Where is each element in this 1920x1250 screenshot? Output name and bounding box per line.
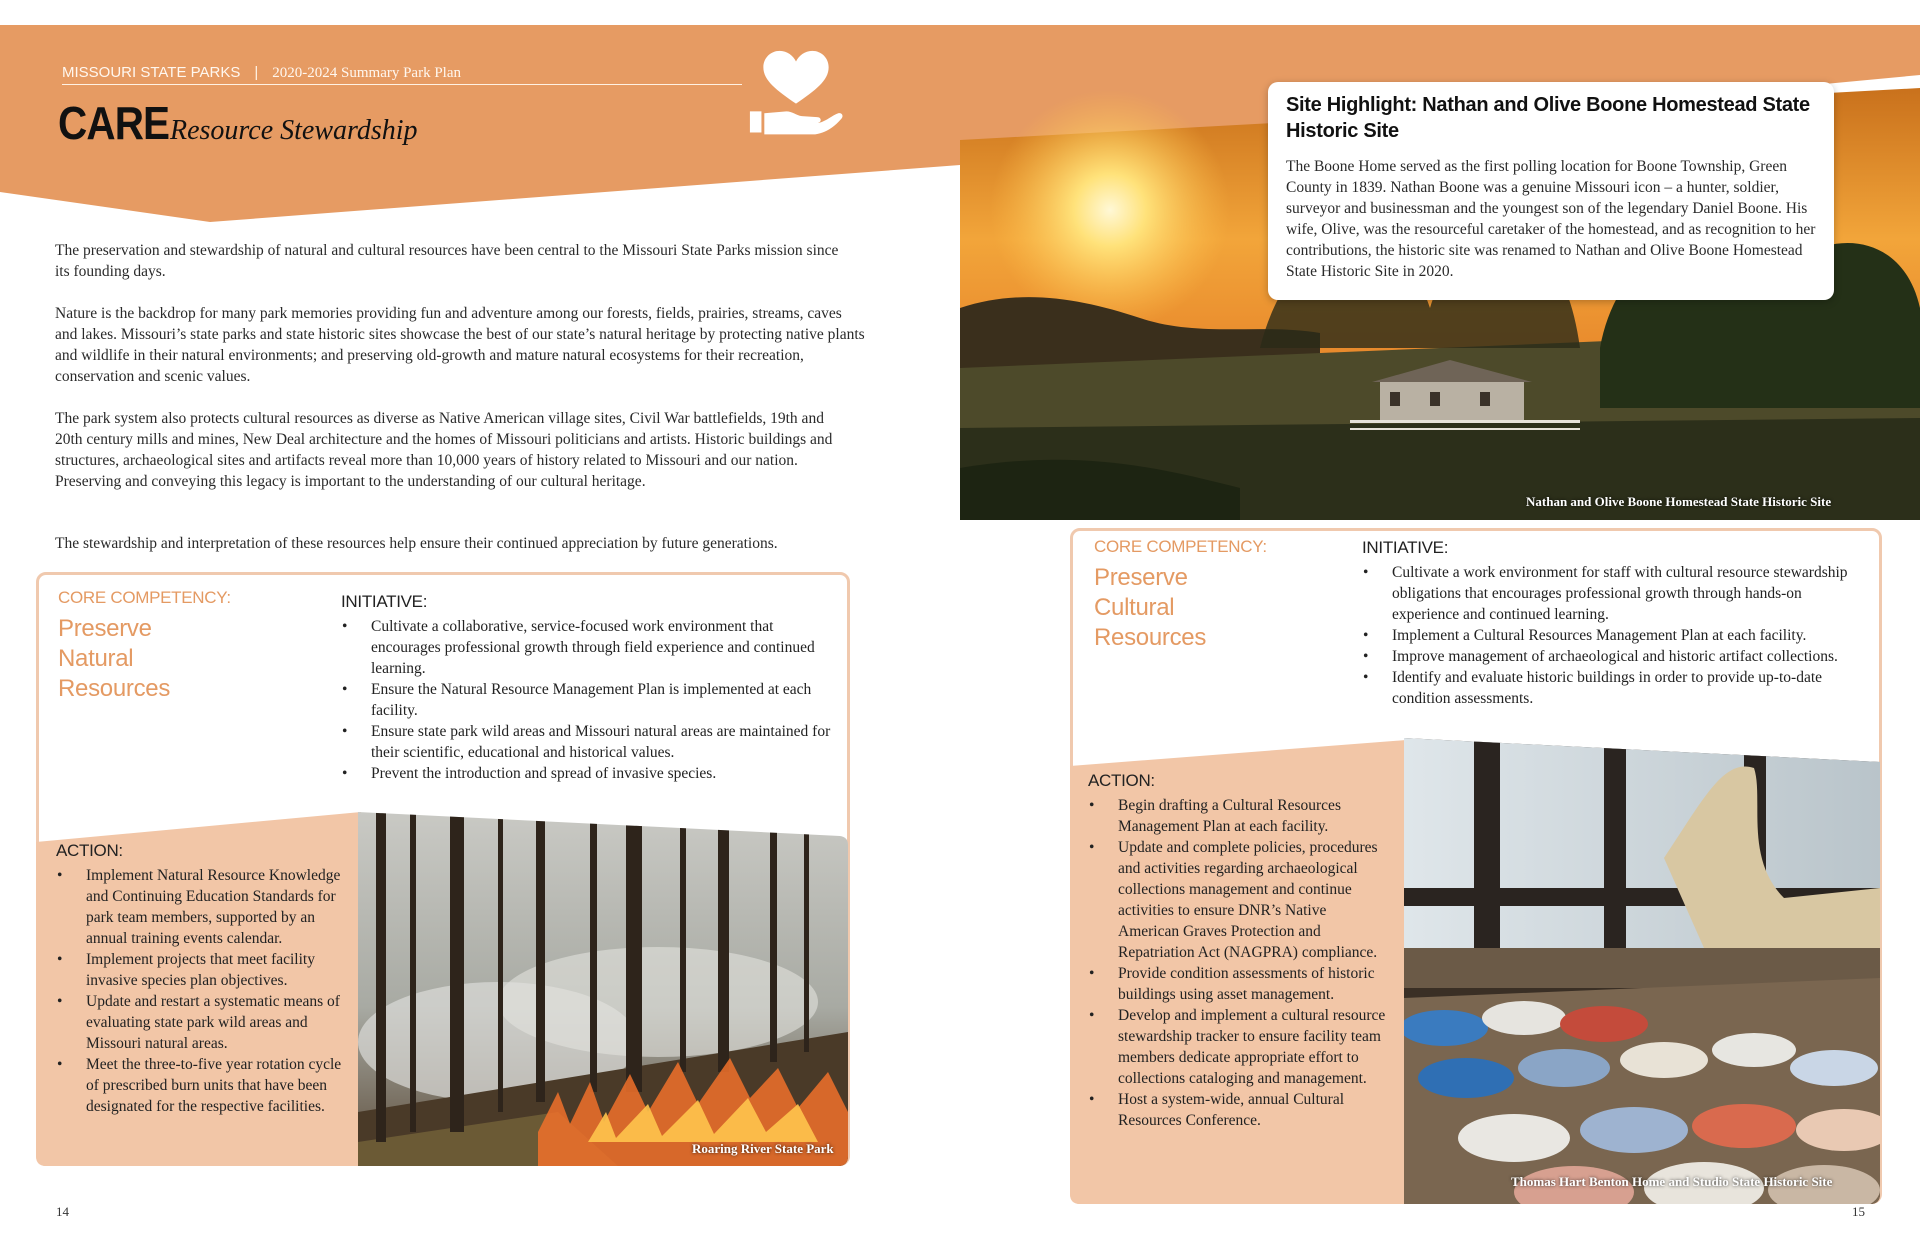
intro-paragraph-2: Nature is the backdrop for many park memories providing fun and adventure among our forests, fields, prairies, streams, caves and lakes. Missouri’s state parks and state historic sites showcase the best of our state’s natural heritage by protecting native plants and wildlife in their natural environments; and preserving old-growth and mature natural ecosystems for their recreation, conservation and scenic values. xyxy=(55,305,865,385)
header-eyebrow xyxy=(62,64,461,82)
natural-competency xyxy=(58,588,231,704)
natural-photo-caption: Roaring River State Park xyxy=(692,1141,834,1156)
site-highlight-text: The Boone Home served as the first polling location for Boone Township, Green County in 1839. Nathan Boone was a genuine Missouri icon – a hunter, soldier, surveyor and businessman and the youngest son of the legendary Daniel Boone. His wife, Olive, was the resourceful caretaker of the homestead, and as recognition to her contributions, the historic site was renamed to Nathan and Olive Boone Homestead State Historic Site in 2020. xyxy=(1286,158,1816,280)
natural-initiative-item: • Ensure state park wild areas and Missouri natural areas are maintained for their scientific, educational and historical values. xyxy=(341,721,846,763)
paint-jars-photo xyxy=(1404,738,1880,1204)
eyebrow-separator: | xyxy=(254,64,259,81)
natural-initiative xyxy=(341,592,846,784)
natural-competency-line-1: Preserve xyxy=(58,615,152,642)
natural-action-item: • Update and restart a systematic means of evaluating state park wild areas and Missouri natural areas. xyxy=(56,991,352,1054)
cultural-competency-line-2: Cultural xyxy=(1094,594,1175,621)
natural-action-label: ACTION: xyxy=(56,841,123,860)
cultural-initiative-item: • Identify and evaluate historic buildings in order to provide up-to-date condition assessments. xyxy=(1362,667,1862,709)
natural-action-item: • Implement Natural Resource Knowledge and Continuing Education Standards for park team members, supported by an annual training events calendar. xyxy=(56,865,352,949)
prescribed-burn-photo xyxy=(358,812,848,1166)
site-highlight-card xyxy=(1268,82,1834,300)
cultural-initiative-item: • Implement a Cultural Resources Management Plan at each facility. xyxy=(1362,625,1862,646)
cultural-action-item: • Begin drafting a Cultural Resources Management Plan at each facility. xyxy=(1088,795,1388,837)
highlight-photo-caption: Nathan and Olive Boone Homestead State Historic Site xyxy=(1526,494,1832,509)
cultural-photo-caption: Thomas Hart Benton Home and Studio State Historic Site xyxy=(1511,1174,1833,1189)
natural-competency-label: CORE COMPETENCY: xyxy=(58,588,231,607)
page-title xyxy=(58,96,418,150)
org-name: MISSOURI STATE PARKS xyxy=(62,64,241,81)
cultural-action-list xyxy=(1088,795,1388,1131)
natural-action-item: • Implement projects that meet facility invasive species plan objectives. xyxy=(56,949,352,991)
heart-in-hand-icon xyxy=(748,48,844,144)
natural-competency-line-3: Resources xyxy=(58,675,171,702)
natural-competency-line-2: Natural xyxy=(58,645,134,672)
title-subtitle: Resource Stewardship xyxy=(170,115,418,146)
site-highlight-title: Site Highlight: Nathan and Olive Boone Homestead State Historic Site xyxy=(1286,94,1810,142)
natural-initiative-label: INITIATIVE: xyxy=(341,592,428,611)
header-rule xyxy=(62,84,742,85)
natural-action xyxy=(56,841,352,1117)
cultural-action-item: • Update and complete policies, procedures and activities regarding archaeological collections management and continue activities to ensure DNR’s Native American Graves Protection and Repatriation Act (NAGPRA) compliance. xyxy=(1088,837,1388,963)
natural-initiative-item: • Ensure the Natural Resource Management Plan is implemented at each facility. xyxy=(341,679,846,721)
cultural-action-item: • Host a system-wide, annual Cultural Resources Conference. xyxy=(1088,1089,1388,1131)
cultural-competency-label: CORE COMPETENCY: xyxy=(1094,537,1267,556)
cultural-initiative-item: • Cultivate a work environment for staff with cultural resource stewardship obligations that encourages professional growth through hands-on experience and continued learning. xyxy=(1362,562,1862,625)
cultural-action xyxy=(1088,771,1388,1131)
natural-initiative-list xyxy=(341,616,846,784)
cultural-action-item: • Develop and implement a cultural resource stewardship tracker to ensure facility team members dedicate appropriate effort to collections cataloging and management. xyxy=(1088,1005,1388,1089)
page-number-right: 15 xyxy=(1852,1204,1865,1219)
cultural-initiative-label: INITIATIVE: xyxy=(1362,538,1449,557)
cultural-competency xyxy=(1094,537,1267,653)
title-care: CARE xyxy=(58,97,170,149)
cultural-competency-line-1: Preserve xyxy=(1094,564,1188,591)
intro-paragraph-3: The park system also protects cultural resources as diverse as Native American village sites, Civil War battlefields, 19th and 20th century mills and mines, New Deal architecture and the homes of Missouri politicians and artists. Historic buildings and structures, archaeological sites and artifacts reveal more than 10,000 years of history related to Missouri and our nation. Preserving and conveying this legacy is important to the understanding of our cultural heritage. xyxy=(55,410,833,490)
cultural-initiative xyxy=(1362,538,1862,709)
natural-initiative-item: • Prevent the introduction and spread of invasive species. xyxy=(341,763,846,784)
page-number-left: 14 xyxy=(56,1204,69,1219)
cultural-action-item: • Provide condition assessments of historic buildings using asset management. xyxy=(1088,963,1388,1005)
cultural-initiative-item: • Improve management of archaeological and historic artifact collections. xyxy=(1362,646,1862,667)
natural-initiative-item: • Cultivate a collaborative, service-focused work environment that encourages professional growth through field experience and continued learning. xyxy=(341,616,846,679)
cultural-competency-line-3: Resources xyxy=(1094,624,1207,651)
cultural-action-label: ACTION: xyxy=(1088,771,1155,790)
intro-paragraph-1: The preservation and stewardship of natural and cultural resources have been central to the Missouri State Parks mission since its founding days. xyxy=(55,242,839,280)
cultural-initiative-list xyxy=(1362,562,1862,709)
natural-action-item: • Meet the three-to-five year rotation cycle of prescribed burn units that have been designated for the respective facilities. xyxy=(56,1054,352,1117)
natural-action-list xyxy=(56,865,352,1117)
intro-paragraph-4: The stewardship and interpretation of these resources help ensure their continued appreciation by future generations. xyxy=(55,535,778,552)
plan-title: 2020-2024 Summary Park Plan xyxy=(272,65,462,81)
